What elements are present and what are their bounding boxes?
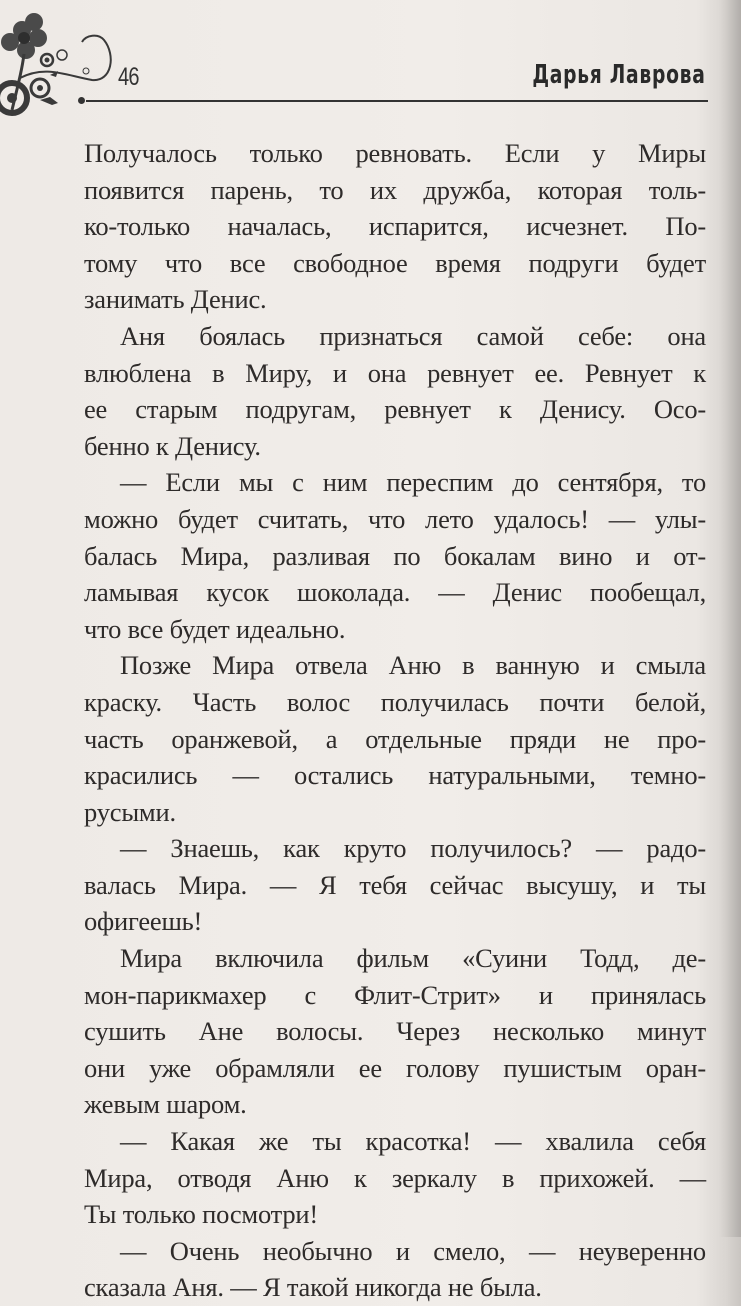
- text-line: краску. Часть волос получилась почти белой,: [84, 686, 706, 717]
- page-number: 46: [118, 63, 139, 91]
- text-line: тому что все свободное время подруги будет: [84, 247, 706, 278]
- header-rule-dot: [78, 97, 85, 104]
- text-line: что все будет идеально.: [84, 613, 346, 644]
- text-line: Ты только посмотри!: [84, 1199, 319, 1230]
- page-body-text: [84, 135, 706, 1306]
- text-line: офигеешь!: [84, 906, 203, 937]
- text-line: — Очень необычно и смело, — неуверенно: [120, 1235, 706, 1266]
- text-line: Позже Мира отвела Аню в ванную и смыла: [120, 650, 706, 681]
- text-line: — Если мы с ним переспим до сентября, то: [120, 467, 706, 498]
- floral-ornament-icon: [0, 0, 130, 130]
- text-line: Мира, отводя Аню к зеркалу в прихожей. —: [84, 1162, 706, 1193]
- text-line: русыми.: [84, 796, 176, 827]
- text-line: Аня боялась признаться самой себе: она: [120, 320, 706, 351]
- text-line: — Какая же ты красотка! — хвалила себя: [120, 1126, 706, 1157]
- text-line: можно будет считать, что лето удалось! — улы-: [84, 503, 706, 534]
- text-line: бенно к Денису.: [84, 430, 261, 461]
- text-line: мон-парикмахер с Флит-Стрит» и принялась: [84, 979, 706, 1010]
- text-line: часть оранжевой, а отдельные пряди не про-: [84, 723, 706, 754]
- text-line: занимать Денис.: [84, 284, 267, 315]
- text-line: — Знаешь, как круто получилось? — радо-: [120, 833, 706, 864]
- text-line: Мира включила фильм «Суини Тодд, де-: [120, 943, 706, 974]
- text-line: сушить Ане волосы. Через несколько минут: [84, 1016, 706, 1047]
- text-line: ее старым подругам, ревнует к Денису. Осо-: [84, 394, 706, 425]
- text-line: Получалось только ревновать. Если у Миры: [84, 138, 706, 168]
- text-line: появится парень, то их дружба, которая толь-: [84, 174, 706, 205]
- text-line: влюблена в Миру, и она ревнует ее. Ревнует к: [84, 357, 706, 388]
- text-line: балась Мира, разливая по бокалам вино и от-: [84, 540, 706, 571]
- header-rule: [86, 100, 708, 102]
- text-line: ко-только началась, испарится, исчезнет. По-: [84, 211, 706, 242]
- text-line: они уже обрамляли ее голову пушистым оран-: [84, 1052, 706, 1083]
- text-line: ламывая кусок шоколада. — Денис пообещал,: [84, 577, 706, 608]
- running-header-author: Дарья Лаврова: [532, 60, 706, 90]
- text-line: красились — остались натуральными, темно-: [84, 760, 706, 791]
- page-edge-shadow: [719, 0, 741, 1237]
- text-line: жевым шаром.: [84, 1089, 247, 1120]
- text-line: сказала Аня. — Я такой никогда не была.: [84, 1272, 542, 1303]
- text-line: валась Мира. — Я тебя сейчас высушу, и ты: [84, 869, 706, 900]
